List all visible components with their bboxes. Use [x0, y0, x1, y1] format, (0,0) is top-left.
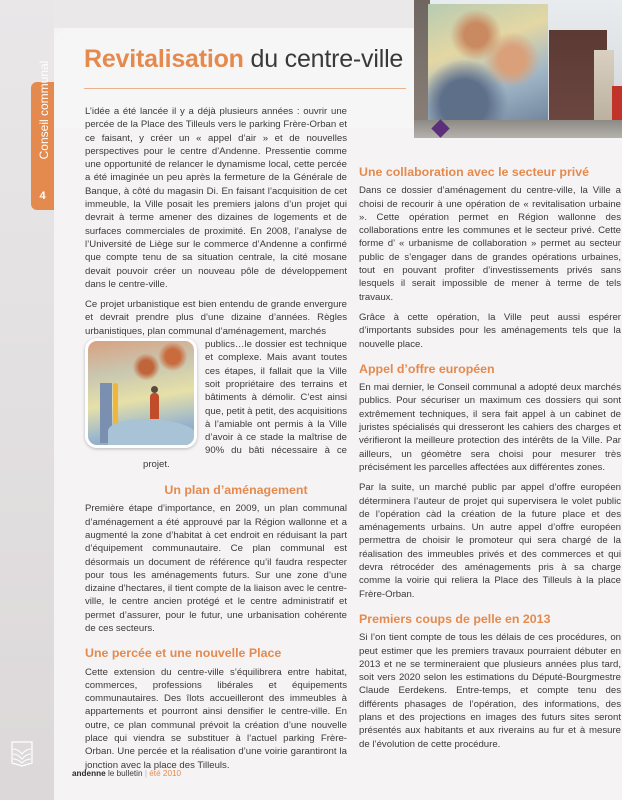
- appel-offre-body-2: Par la suite, un marché public par appel d’offre européen déterminera l’auteur de projet qui supervisera le volet public de l’opération càd la création de la future place et des aménagements urbains. Un autre appel d’offre européen permettra de choisir le promoteur qui sera chargé de la réalisation des immeubles privés et des commerces et qui devra rétrocéder des aménagements pris à sa charge comme la voirie qui reliera la Place des Tilleuls à la place Frère-Orban.: [359, 482, 621, 600]
- illustration-rock: [108, 419, 197, 448]
- heading-plan-amenagement: Un plan d’aménagement: [164, 483, 308, 498]
- paragraph-2b: publics…le dossier est technique et complexe. Mais avant toutes ces étapes, il fallait que la Ville soit propriétaire des terrains et bâtiments à démolir. C’est ainsi que, petit à petit, des acquisitions à l’amiable ont permis à la Ville d’avoir à ce stade la maîtrise de 90% du bâti nécessaire à ce projet.: [143, 339, 347, 470]
- illustration-man: [150, 393, 159, 419]
- heading-premiers-coups-pelle: Premiers coups de pelle en 2013: [359, 611, 551, 626]
- title-underline: [84, 88, 406, 89]
- page-title: [84, 45, 403, 74]
- footer-publication: [72, 769, 181, 778]
- illustration-man-head: [151, 386, 158, 393]
- photo-mural-painting: [428, 4, 548, 128]
- collaboration-body-2: Grâce à cette opération, la Ville peut aussi espérer d’importants subsides pour les aménagements tels que la nouvelle place.: [359, 311, 621, 350]
- heading-percee-nouvelle-place: Une percée et une nouvelle Place: [85, 646, 282, 661]
- premiers-coups-pelle-body: Si l’on tient compte de tous les délais de ces procédures, on peut estimer que les premiers travaux pourraient débuter en 2013 et ne se termineraient que plusieurs années plus tard, soit vers 2020 selon les estimations du Député-Bourgmestre Claude Eerdekens. Entre-temps, et compte tenu des différents phasages de l’opération, des informations, des plans et des projections en images des futurs sites seront présentés aux habitants et aux riverains au fur et à mesure de l’évolution de cette procédure.: [359, 632, 621, 750]
- footer-brand: andenne: [72, 769, 106, 778]
- percee-nouvelle-place-body: Cette extension du centre-ville s’équilibrera entre habitat, commerces, professions libérales et équipements communautaires. Des îlots accueilleront des immeubles à appartements et pourront ainsi densifier le centre-ville. En outre, ce plan communal prévoit la création d’une nouvelle place qui viendra se substituer à l’actuel parking Frère-Orban. Une percée et la réalisation d’une voirie garantiront la jonction avec la place des Tilleuls.: [85, 666, 347, 771]
- collaboration-body-1: Dans ce dossier d’aménagement du centre-ville, la Ville a choisi de recourir à une opération de « revitalisation urbaine ». Cette opération permet en Région wallonne des collaborations entre les communes et le secteur privé. Cette forme d’ « urbanisme de collaboration » permet au secteur public de s’engager dans de grandes opérations urbaines, tout en pouvant profiter d’investissements privés sans lesquels il serait impossible de mener à terme de tels travaux.: [359, 185, 621, 303]
- book-logo-icon: [11, 741, 33, 767]
- footer-separator: |: [144, 769, 147, 778]
- page-title-accent: Revitalisation: [84, 45, 244, 73]
- top-photo-mural: [414, 0, 622, 138]
- section-tab-label: Conseil communal: [37, 60, 51, 160]
- left-column: [85, 105, 347, 779]
- inset-wrap: [85, 338, 347, 478]
- page-title-rest: du centre-ville: [243, 45, 404, 73]
- heading-appel-offre-europeen: Appel d’offre européen: [359, 361, 495, 376]
- footer-issue: été 2010: [146, 769, 182, 778]
- heading-collaboration-secteur-prive: Une collaboration avec le secteur privé: [359, 165, 590, 179]
- intro-paragraph: L’idée a été lancée il y a déjà plusieurs années : ouvrir une percée de la Place des Tilleuls vers le parking Frère-Orban et ce faisant, y créer un « appel d’air » et de nouvelles perspectives pour le centre d’Andenne. Pressentie comme une opportunité de relancer le dynamisme local, cette percée a été imaginée un peu après la fermeture de la Générale de Banque, à côté du magasin Di. En faisant l’acquisition de cet immeuble, la Ville posait les premiers jalons d’un projet qui devrait à terme amener des dizaines de logements et de surfaces commerciales de proximité. En 2008, l’analyse de l’Université de Liège sur le commerce d’Andenne a confirmé que compte tenu de sa situation centrale, la cité mosane devait pouvoir créer un nouveau pôle de développement dans le centre-ville.: [85, 106, 347, 290]
- inset-illustration: [85, 338, 197, 448]
- footer-publication-name: le bulletin: [105, 769, 145, 778]
- page-number: 4: [39, 190, 46, 202]
- section-tab: [31, 60, 54, 210]
- appel-offre-body-1: En mai dernier, le Conseil communal a adopté deux marchés publics. Pour sécuriser un maximum ces dossiers qui sont extrêmement techniques, il sera fait appel à un cabinet de juristes spécialisés qui dresseront les cahiers des charges et vérifieront la meilleure protection des intérêts de la Ville. Par ailleurs, un géomètre sera choisi pour mesurer très précisément les parcelles affectées aux différentes zones.: [359, 382, 621, 473]
- right-column: [359, 160, 621, 758]
- plan-amenagement-body: Première étape d’importance, en 2009, un plan communal d’aménagement a été approuvé par la Région wallonne et a augmenté la zone d’habitat à cet endroit en réduisant la part d’équipement communautaire. Ce plan communal est désormais un document de référence qu’il faudra respecter pour tous les aménagements futurs. Sur une zone d’une dizaine d’hectares, il tient compte de la liaison avec le centre-ville, le centre ancien protégé et le centre administratif et permet d’assurer, pour le futur, une urbanisation cohérente de ces secteurs.: [85, 503, 347, 634]
- paragraph-2a: Ce projet urbanistique est bien entendu de grande envergure et devrait prendre plus d’une dizaine d’années. Règles urbanistiques, plan communal d’aménagement, marchés: [85, 299, 347, 337]
- photo-white-house: [594, 50, 614, 128]
